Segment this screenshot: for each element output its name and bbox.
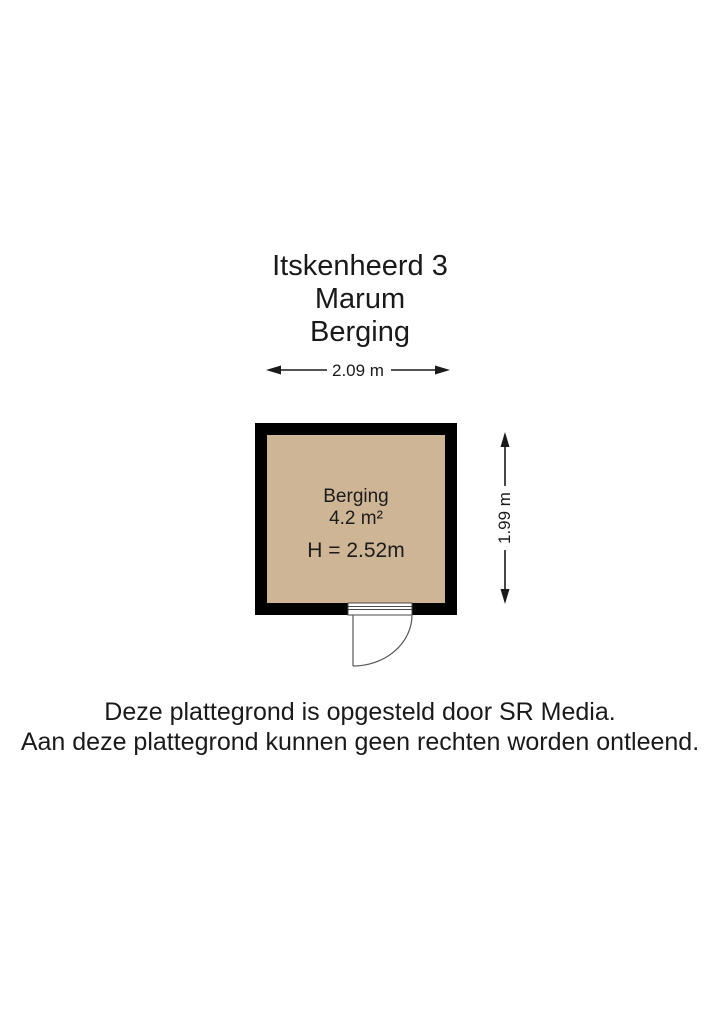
room-area: 4.2 m² [329,507,383,529]
room-ceiling-height: H = 2.52m [307,538,405,562]
title-address: Itskenheerd 3 [272,250,448,282]
disclaimer-line1: Deze plattegrond is opgesteld door SR Media. [104,698,616,726]
disclaimer [0,697,720,757]
door-threshold [348,603,412,615]
door [344,601,424,673]
title-room-type: Berging [310,316,410,348]
room-berging [255,423,457,615]
title-city: Marum [314,283,406,315]
room-name: Berging [323,485,389,507]
door-swing-icon [353,615,412,666]
room-label [307,486,404,563]
width-dimension-label: 2.09 m [332,361,384,380]
plan-title [0,250,720,349]
disclaimer-line2: Aan deze plattegrond kunnen geen rechten worden ontleend. [20,728,700,756]
width-dimension [265,357,451,383]
height-dimension-label: 1.99 m [495,492,514,544]
